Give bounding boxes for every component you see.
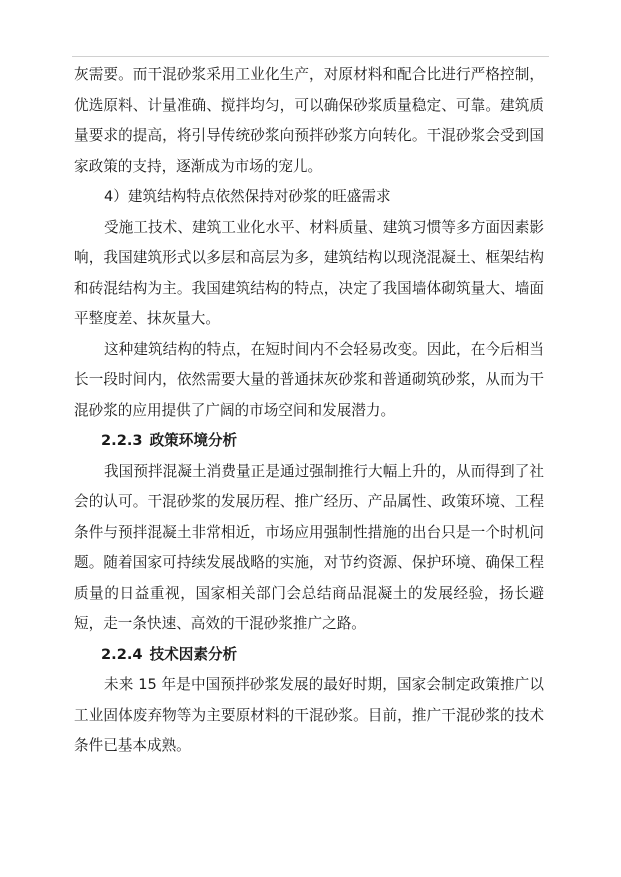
paragraph-continuation: 灰需要。而干混砂浆采用工业化生产，对原材料和配合比进行严格控制，优选原料、计量准确、搅拌均匀，可以确保砂浆质量稳定、可靠。建筑质量要求的提高，将引导传统砂浆向预拌砂浆方向转化。干混砂浆会受到国家政策的支持，逐渐成为市场的宠儿。 — [74, 66, 544, 175]
section-title: 政策环境分析 — [149, 432, 238, 449]
header-rule — [72, 56, 549, 57]
section-number: 2.2.3 — [101, 432, 143, 449]
paragraph-technical-factors: 未来 15 年是中国预拌砂浆发展的最好时期，国家会制定政策推广以工业固体废弃物等为主要原材料的干混砂浆。目前，推广干混砂浆的技术条件已基本成熟。 — [74, 676, 544, 754]
section-heading-2-2-4 — [74, 640, 544, 671]
paragraph-construction-factors: 受施工技术、建筑工业化水平、材料质量、建筑习惯等多方面因素影响，我国建筑形式以多层和高层为多，建筑结构以现浇混凝土、框架结构和砖混结构为主。我国建筑结构的特点，决定了我国墙体砌筑量大、墙面平整度差、抹灰量大。 — [74, 218, 544, 327]
paragraph-policy-environment: 我国预拌混凝土消费量正是通过强制推行大幅上升的，从而得到了社会的认可。干混砂浆的发展历程、推广经历、产品属性、政策环境、工程条件与预拌混凝土非常相近，市场应用强制性措施的出台只是一个时机问题。随着国家可持续发展战略的实施，对节约资源、保护环境、确保工程质量的日益重视，国家相关部门会总结商品混凝土的发展经验，扬长避短，走一条快速、高效的干混砂浆推广之路。 — [74, 462, 544, 632]
section-number: 2.2.4 — [101, 645, 143, 663]
section-title: 技术因素分析 — [149, 645, 238, 663]
document-body — [74, 60, 544, 762]
section-heading-2-2-3 — [74, 426, 544, 457]
list-item-4: 4）建筑结构特点依然保持对砂浆的旺盛需求 — [104, 188, 391, 205]
paragraph-structure-characteristics: 这种建筑结构的特点，在短时间内不会轻易改变。因此，在今后相当长一段时间内，依然需要大量的普通抹灰砂浆和普通砌筑砂浆，从而为干混砂浆的应用提供了广阔的市场空间和发展潜力。 — [74, 340, 544, 419]
